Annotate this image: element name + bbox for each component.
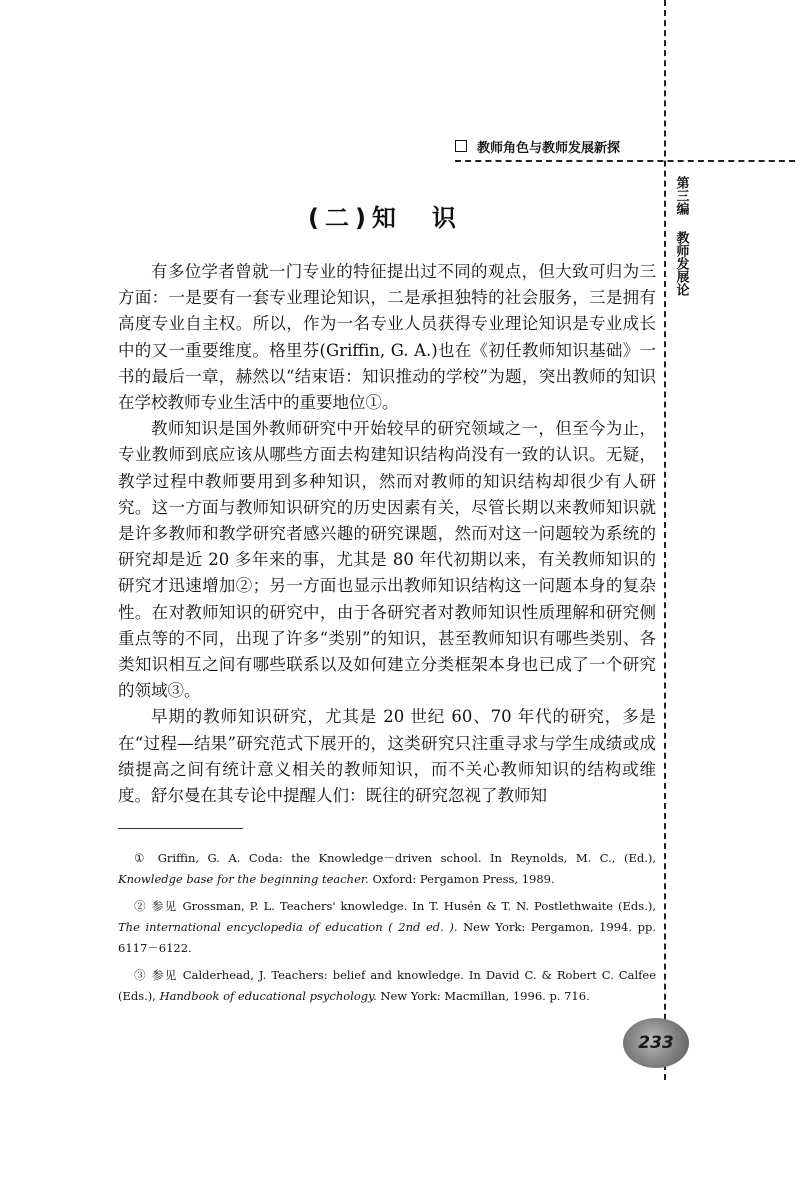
footnote-text: 参见 Grossman, P. L. Teachers' knowledge. In T. Husén & T. N. Postlethwaite (Eds.), xyxy=(146,899,656,913)
footnote-text: New York: Pergamon, 1994. pp. 6117－6122. xyxy=(118,920,656,955)
footnote-marker: ③ xyxy=(134,968,147,982)
body-text xyxy=(118,259,656,809)
paragraph: 早期的教师知识研究，尤其是 20 世纪 60、70 年代的研究，多是在“过程—结果”研究范式下展开的，这类研究只注重寻求与学生成绩或成绩提高之间有统计意义相关的教师知识，而不关心教师知识的结构或维度。舒尔曼在其专论中提醒人们：既往的研究忽视了教师知 xyxy=(118,707,656,806)
footnote xyxy=(118,965,656,1007)
footnote-marker: ② xyxy=(134,899,147,913)
footnotes xyxy=(118,848,656,1013)
running-header xyxy=(455,136,620,156)
footnote-marker: ① xyxy=(134,851,150,865)
footnote-title: Handbook of educational psychology. xyxy=(155,989,377,1003)
paragraph: 教师知识是国外教师研究中开始较早的研究领域之一，但至今为止，专业教师到底应该从哪些方面去构建知识结构尚没有一致的认识。无疑，教学过程中教师要用到多种知识，然而对教师的知识结构却很少有人研究。这一方面与教师知识研究的历史因素有关，尽管长期以来教师知识就是许多教师和教学研究者感兴趣的研究课题，然而对这一问题较为系统的研究却是近 20 多年来的事，尤其是 80 年代初期以来，有关教师知识的研究才迅速增加②；另一方面也显示出教师知识结构这一问题本身的复杂性。在对教师知识的研究中，由于各研究者对教师知识性质理解和研究侧重点等的不同，出现了许多“类别”的知识，甚至教师知识有哪些类别、各类知识相互之间有哪些联系以及如何建立分类框架本身也已成了一个研究的领域③。 xyxy=(118,419,656,701)
footnote xyxy=(118,896,656,959)
side-tab-name: 教师发展论 xyxy=(673,231,689,296)
page-number-badge xyxy=(623,1018,689,1068)
footnote-text: 参见 Calderhead, J. Teachers: belief and knowledge. In David C. & Robert C. Calfee (Eds.), xyxy=(118,968,657,1003)
footnote-separator xyxy=(118,828,243,829)
paragraph: 有多位学者曾就一门专业的特征提出过不同的观点，但大致可归为三方面：一是要有一套专业理论知识，二是承担独特的社会服务，三是拥有高度专业自主权。所以，作为一名专业人员获得专业理论知识是专业成长中的又一重要维度。格里芬(Griffin, G. A.)也在《初任教师知识基础》一书的最后一章，赫然以“结束语：知识推动的学校”为题，突出教师的知识在学校教师专业生活中的重要地位①。 xyxy=(118,262,656,413)
margin-dashed-vertical-rule xyxy=(664,0,666,1080)
running-header-title: 教师角色与教师发展新探 xyxy=(477,140,621,156)
footnote xyxy=(118,848,656,890)
side-tab-part: 第三编 xyxy=(673,176,689,215)
page-number: 233 xyxy=(638,1033,674,1053)
square-box-icon xyxy=(455,140,467,152)
footnote-text: New York: Macmillan, 1996. p. 716. xyxy=(376,989,590,1003)
section-title: (二)知 识 xyxy=(308,204,462,232)
footnote-text: Oxford: Pergamon Press, 1989. xyxy=(368,872,555,886)
chapter-side-tab xyxy=(670,176,692,296)
footnote-title: The international encyclopedia of education ( 2nd ed. ). xyxy=(118,920,458,934)
header-dashed-horizontal-rule xyxy=(455,160,795,162)
footnote-title: Knowledge base for the beginning teacher. xyxy=(118,872,369,886)
footnote-text: Griffin, G. A. Coda: the Knowledge－driven school. In Reynolds, M. C., (Ed.), xyxy=(149,851,657,865)
